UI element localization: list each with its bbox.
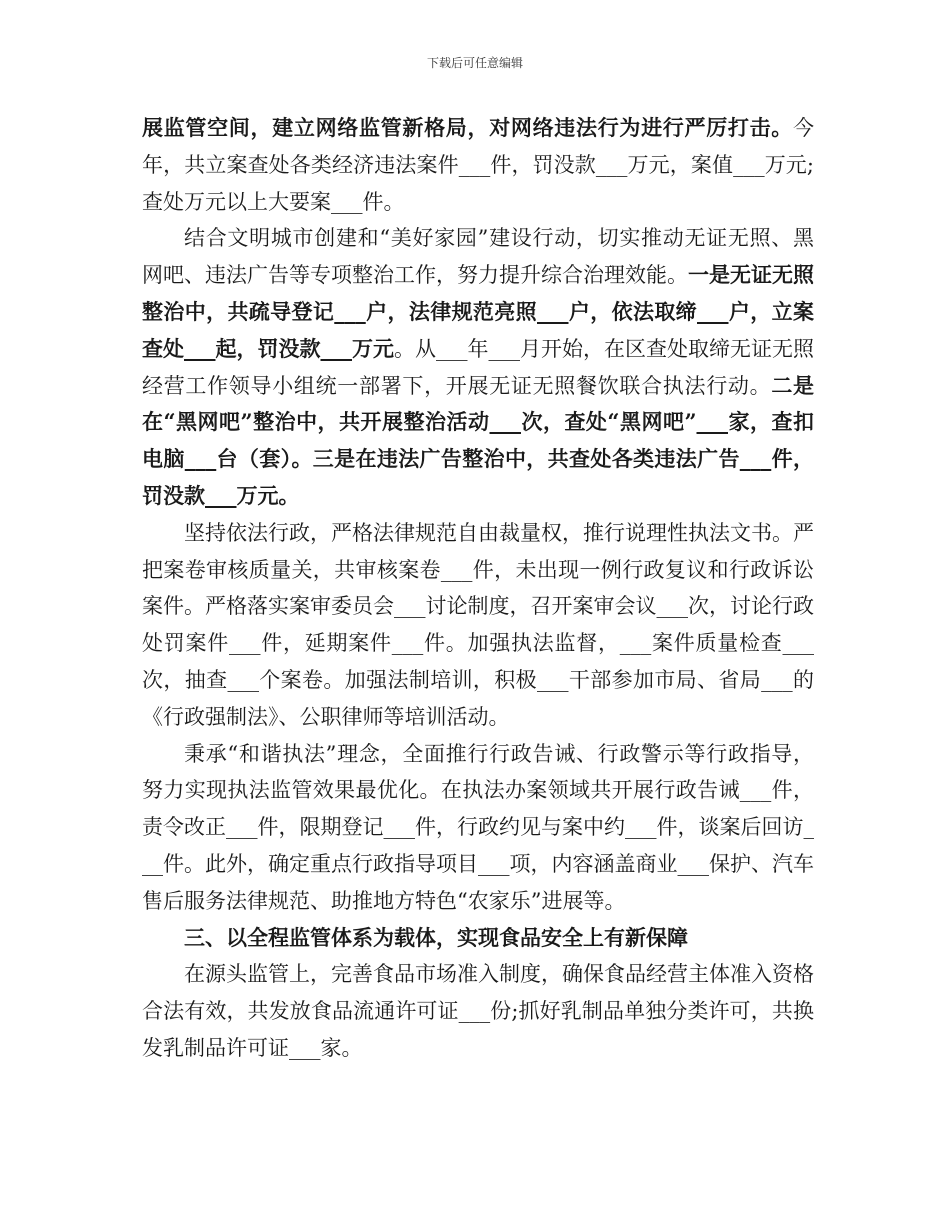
paragraph-2 [142,220,814,514]
paragraph-3 [142,515,814,736]
paragraph-2-bold-run-1: 一是无证无照整治中，共疏导登记___户，法律规范亮照___户，依法取缔___户，立案查处___起，罚没款___万元 [142,262,814,361]
paragraph-3-run: 坚持依法行政，严格法律规范自由裁量权，推行说理性执法文书。严把案卷审核质量关，共审核案卷___件，未出现一例行政复议和行政诉讼案件。严格落实案审委员会___讨论制度，召开案审会议___次，讨论行政处罚案件___件，延期案件___件。加强执法监督，___案件质量检查___次，抽查___个案卷。加强法制培训，积极___干部参加市局、省局___的《行政强制法》、公职律师等培训活动。 [142,520,814,729]
paragraph-1-run: 今年，共立案查处各类经济违法案件___件，罚没款___万元，案值___万元;查处万元以上大要案___件。 [142,116,814,214]
paragraph-1 [142,110,814,220]
section-heading: 三、以全程监管体系为载体，实现食品安全上有新保障 [184,924,688,950]
paragraph-4-run: 秉承“和谐执法”理念，全面推行行政告诫、行政警示等行政指导，努力实现执法监管效果最优化。在执法办案领域共开展行政告诫___件，责令改正___件，限期登记___件，行政约见与案中约___件，谈案后回访___件。此外，确定重点行政指导项目___项，内容涵盖商业___保护、汽车售后服务法律规范、助推地方特色“农家乐”进展等。 [142,741,814,913]
page-header: 下载后可任意编辑 [426,56,523,70]
paragraph-1-bold-run: 展监管空间，建立网络监管新格局，对网络违法行为进行严厉打击。 [142,115,793,140]
paragraph-2-bold-run-2: 二是在“黑网吧”整治中，共开展整治活动___次，查处“黑网吧”___家，查扣电脑___台（套）。三是在违法广告整治中，共查处各类违法广告___件，罚没款___万元。 [142,372,815,508]
paragraph-2-run-2: 。从___年___月开始，在区查处取缔无证无照经营工作领导小组统一部署下，开展无证无照餐饮联合执法行动。 [142,336,814,398]
paragraph-2-run-1: 结合文明城市创建和“美好家园”建设行动，切实推动无证无照、黑网吧、违法广告等专项整治工作，努力提升综合治理效能。 [142,226,814,288]
paragraph-4 [142,736,814,920]
document-body [142,110,814,1067]
paragraph-5: 在源头监管上，完善食品市场准入制度，确保食品经营主体准入资格合法有效，共发放食品流通许可证___份;抓好乳制品单独分类许可，共换发乳制品许可证___家。 [142,962,814,1060]
